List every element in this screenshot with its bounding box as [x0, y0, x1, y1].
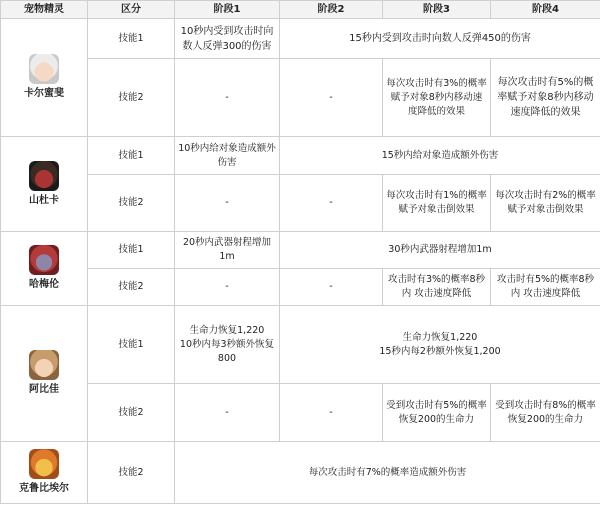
skill-stage1-line: 800: [217, 352, 237, 364]
table-row: [1, 175, 600, 232]
header-row: [1, 1, 600, 19]
skill-label: 技能1: [88, 306, 175, 384]
skill-stages-merged: 15秒内给对象造成额外伤害: [280, 137, 600, 175]
header-stage2: 阶段2: [280, 1, 383, 19]
pet-cell: [1, 137, 88, 232]
skill-stages-merged: 30秒内武器射程增加1m: [280, 232, 600, 269]
table-row: [1, 59, 600, 137]
header-stage4: 阶段4: [491, 1, 600, 19]
skill-stage4: 每次攻击时有5%的概率赋予对象8秒内移动速度降低的效果: [491, 59, 600, 137]
skill-stage1: 10秒内给对象造成额外伤害: [175, 137, 280, 175]
skill-stage1: 20秒内武器射程增加1m: [175, 232, 280, 269]
table-row: [1, 232, 600, 269]
skill-stage2: -: [280, 384, 383, 442]
table-row: [1, 137, 600, 175]
pet-cell: [1, 232, 88, 306]
pet-name: 克鲁比埃尔: [19, 483, 69, 494]
skill-stage2: -: [280, 59, 383, 137]
skill-stages-merged: 15秒内受到攻击时向数人反弹450的伤害: [280, 19, 600, 59]
pet-name: 山杜卡: [29, 194, 59, 206]
abija-avatar: [29, 350, 59, 380]
skill-stages-merged: [280, 306, 600, 384]
skill-stage3: 每次攻击时有1%的概率赋予对象击倒效果: [383, 175, 491, 232]
pet-name: 哈梅伦: [29, 279, 59, 290]
skill-stage1: [175, 306, 280, 384]
skill-merged-line: 15秒内每2秒额外恢复1,200: [379, 345, 501, 357]
skill-label: 技能2: [88, 269, 175, 306]
pet-name: 阿比佳: [29, 384, 59, 395]
skill-stage1-line: 生命力恢复1,220: [189, 324, 265, 336]
header-stage3: 阶段3: [383, 1, 491, 19]
table-row: [1, 384, 600, 442]
skill-stage2: -: [280, 269, 383, 306]
karmi-avatar: [29, 54, 59, 84]
skill-stages-merged: 每次攻击时有7%的概率造成额外伤害: [175, 442, 600, 504]
skill-label: 技能2: [88, 59, 175, 137]
table-row: [1, 442, 600, 504]
skill-stage4: 攻击时有5%的概率8秒内 攻击速度降低: [491, 269, 600, 306]
skill-label: 技能1: [88, 232, 175, 269]
pet-name: 卡尔蜜斐: [24, 88, 64, 99]
skill-stage1-line: 10秒内每3秒额外恢复: [179, 338, 275, 350]
skill-stage2: -: [280, 175, 383, 232]
hamelin-avatar: [29, 245, 59, 275]
header-stage1: 阶段1: [175, 1, 280, 19]
table-row: [1, 19, 600, 59]
pet-cell: [1, 19, 88, 137]
skill-label: 技能1: [88, 137, 175, 175]
shanduka-avatar: [29, 161, 59, 191]
skill-label: 技能2: [88, 442, 175, 504]
skill-label: 技能2: [88, 384, 175, 442]
header-category: 区分: [88, 1, 175, 19]
skill-label: 技能1: [88, 19, 175, 59]
skill-stage1: -: [175, 175, 280, 232]
skill-merged-line: 生命力恢复1,220: [402, 331, 478, 343]
skill-stage1: -: [175, 384, 280, 442]
header-pet: 宠物精灵: [1, 1, 88, 19]
pet-cell: [1, 442, 88, 504]
skill-stage1: -: [175, 59, 280, 137]
skill-stage3: 攻击时有3%的概率8秒内 攻击速度降低: [383, 269, 491, 306]
krubier-avatar: [29, 449, 59, 479]
skill-stage4: 受到攻击时有8%的概率恢复200的生命力: [491, 384, 600, 442]
skill-stage3: 每次攻击时有3%的概率赋予对象8秒内移动速度降低的效果: [383, 59, 491, 137]
table-row: [1, 306, 600, 384]
pet-cell: [1, 306, 88, 442]
skill-stage1: 10秒内受到攻击时向数人反弹300的伤害: [175, 19, 280, 59]
skill-label: 技能2: [88, 175, 175, 232]
table-row: [1, 269, 600, 306]
skill-stage4: 每次攻击时有2%的概率赋予对象击倒效果: [491, 175, 600, 232]
skill-stage3: 受到攻击时有5%的概率恢复200的生命力: [383, 384, 491, 442]
skill-stage1: -: [175, 269, 280, 306]
